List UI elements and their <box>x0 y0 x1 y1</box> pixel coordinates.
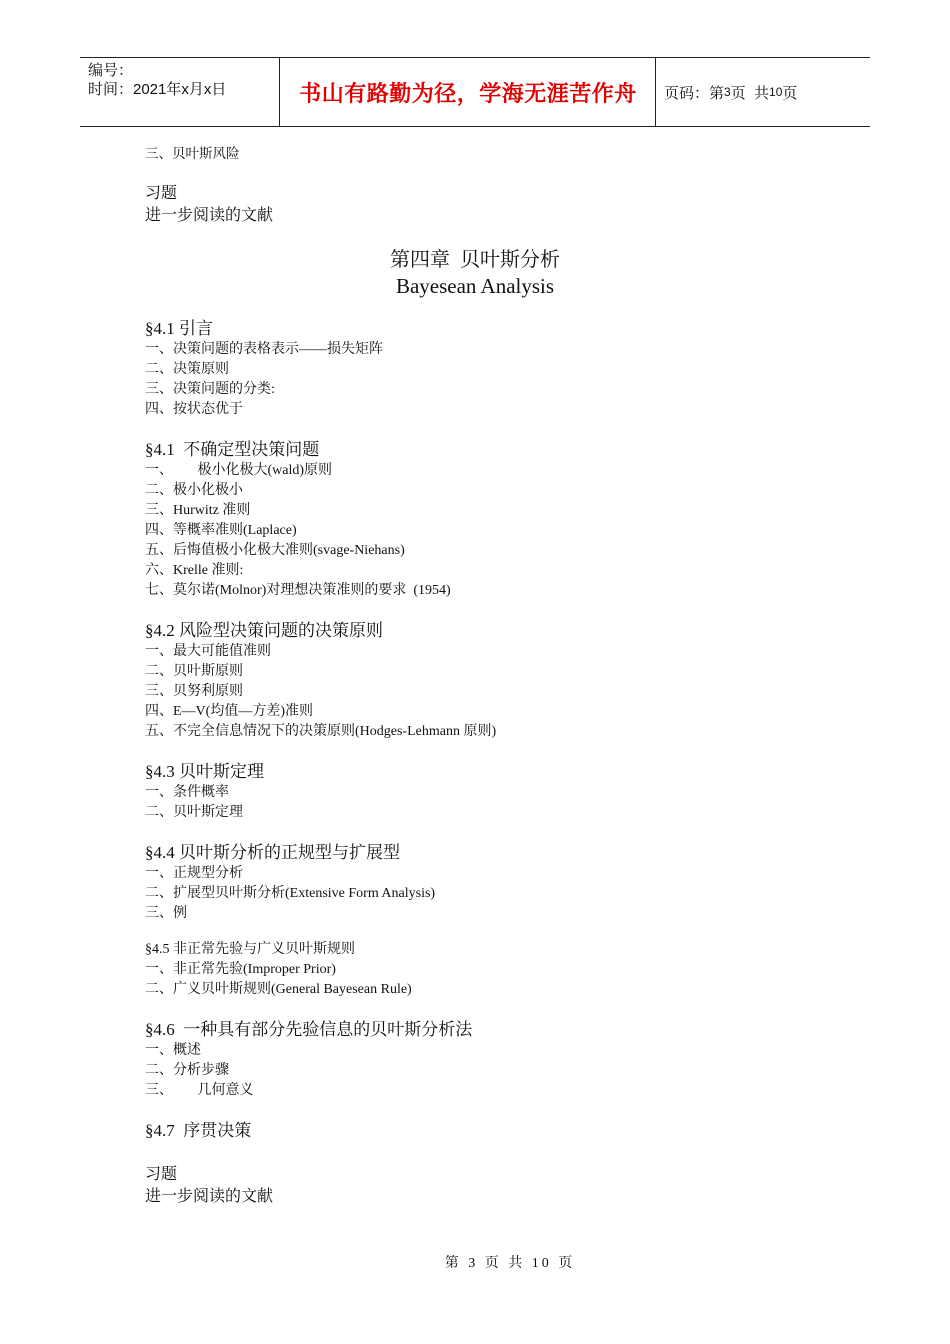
chapter-title: 第四章 贝叶斯分析 <box>390 249 560 271</box>
header-page-cell <box>656 58 870 126</box>
text-line: 三、贝叶斯风险 <box>145 146 240 161</box>
list-item: 七、莫尔诺(Molnor)对理想决策准则的要求 (1954) <box>145 583 451 598</box>
header-motto: 书山有路勤为径，学海无涯苦作舟 <box>299 81 637 107</box>
page-total: 10 <box>769 85 783 99</box>
section-heading: §4.7 序贯决策 <box>145 1121 252 1140</box>
list-item: 三、决策问题的分类: <box>145 382 275 397</box>
list-item: 四、E—V(均值—方差)准则 <box>145 704 313 719</box>
list-item: 四、等概率准则(Laplace) <box>145 523 297 538</box>
list-item: 三、 几何意义 <box>145 1083 254 1098</box>
list-item: 一、概述 <box>145 1043 201 1058</box>
list-item: 二、贝叶斯定理 <box>145 805 243 820</box>
list-item: 五、不完全信息情况下的决策原则(Hodges-Lehmann 原则) <box>145 724 497 739</box>
list-item: 一、正规型分析 <box>145 866 243 881</box>
section-heading: §4.1 引言 <box>145 319 213 338</box>
section-heading: §4.1 不确定型决策问题 <box>145 440 320 459</box>
heading-exercises: 习题 <box>145 1166 178 1183</box>
footer-page-number: 第 3 页 共 10 页 <box>444 1256 576 1271</box>
list-item: 五、后悔值极小化极大准则(svage-Niehans) <box>145 543 405 558</box>
section-heading: §4.5 非正常先验与广义贝叶斯规则 <box>145 942 355 957</box>
list-item: 二、扩展型贝叶斯分析(Extensive Form Analysis) <box>145 886 436 901</box>
heading-exercises: 习题 <box>145 185 178 202</box>
list-item: 三、贝努利原则 <box>145 684 243 699</box>
list-item: 二、广义贝叶斯规则(General Bayesean Rule) <box>145 982 412 997</box>
section-heading: §4.4 贝叶斯分析的正规型与扩展型 <box>145 843 400 862</box>
list-item: 一、最大可能值准则 <box>145 644 271 659</box>
list-item: 一、条件概率 <box>145 785 229 800</box>
section-heading: §4.6 一种具有部分先验信息的贝叶斯分析法 <box>145 1020 473 1039</box>
page-footer <box>0 1252 950 1272</box>
document-time-label: 时间：2021年x月x日 <box>88 81 227 98</box>
chapter-subtitle: Bayesean Analysis <box>395 274 555 298</box>
list-item: 二、贝叶斯原则 <box>145 664 243 679</box>
page-header <box>80 57 870 127</box>
section-heading: §4.2 风险型决策问题的决策原则 <box>145 621 383 640</box>
list-item: 一、非正常先验(Improper Prior) <box>145 962 336 977</box>
page-current: 3 <box>724 85 731 99</box>
page-label-mid: 页 共 <box>730 84 770 102</box>
list-item: 三、Hurwitz 准则 <box>145 503 251 518</box>
header-motto-cell <box>281 58 656 126</box>
section-heading: §4.3 贝叶斯定理 <box>145 762 264 781</box>
list-item: 六、Krelle 准则: <box>145 563 244 578</box>
heading-further-reading: 进一步阅读的文献 <box>145 1188 274 1205</box>
document-body <box>145 144 845 1208</box>
list-item: 一、 极小化极大(wald)原则 <box>145 463 333 478</box>
document-number-label: 编号： <box>88 62 134 79</box>
list-item: 一、决策问题的表格表示——损失矩阵 <box>145 342 383 357</box>
header-info-cell <box>80 58 280 126</box>
page-label-prefix: 页码：第 <box>664 84 725 102</box>
heading-further-reading: 进一步阅读的文献 <box>145 207 274 224</box>
list-item: 二、决策原则 <box>145 362 229 377</box>
page-label-suffix: 页 <box>782 84 798 102</box>
list-item: 二、分析步骤 <box>145 1063 229 1078</box>
list-item: 三、例 <box>145 906 187 921</box>
list-item: 二、极小化极小 <box>145 483 243 498</box>
list-item: 四、按状态优于 <box>145 402 243 417</box>
